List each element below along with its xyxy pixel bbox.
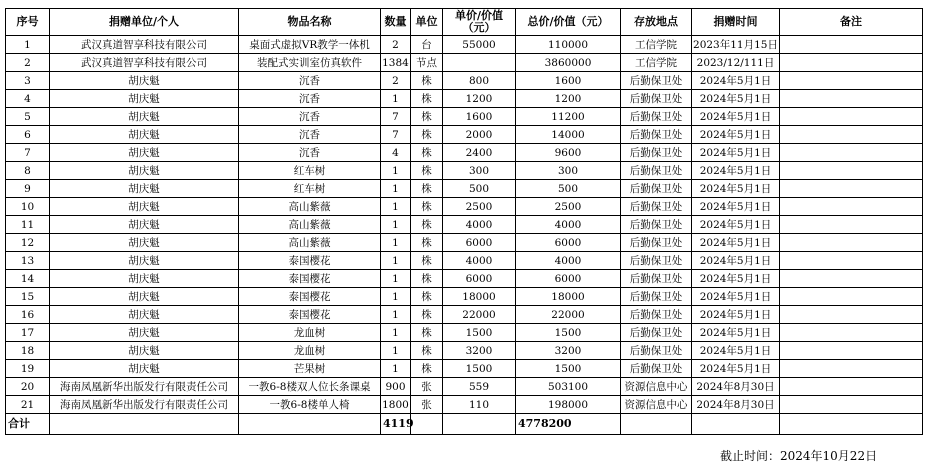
- cell-remark: [780, 378, 923, 396]
- table-row: [6, 270, 923, 288]
- cell-total: 11200: [516, 108, 621, 126]
- cell-location: 后勤保卫处: [621, 342, 692, 360]
- table-row: [6, 108, 923, 126]
- cell-qty: 7: [381, 126, 411, 144]
- cell-date: 2024年8月30日: [692, 378, 780, 396]
- header-no: 序号: [6, 9, 50, 36]
- table-row: [6, 216, 923, 234]
- cell-donor: 武汉真道智享科技有限公司: [50, 36, 239, 54]
- cell-no: 2: [6, 54, 50, 72]
- cell-unit: 株: [411, 144, 443, 162]
- cell-total: 110000: [516, 36, 621, 54]
- cell-unit: 株: [411, 252, 443, 270]
- header-date: 捐赠时间: [692, 9, 780, 36]
- table-row: [6, 144, 923, 162]
- cell-unit-price: 2400: [443, 144, 516, 162]
- cell-donor: 胡庆魁: [50, 360, 239, 378]
- cell-no: 1: [6, 36, 50, 54]
- total-empty-cell: [50, 414, 239, 435]
- cell-qty: 7: [381, 108, 411, 126]
- cell-date: 2024年5月1日: [692, 324, 780, 342]
- table-row: [6, 198, 923, 216]
- cell-remark: [780, 324, 923, 342]
- cell-donor: 胡庆魁: [50, 216, 239, 234]
- cell-unit-price: 6000: [443, 234, 516, 252]
- cell-remark: [780, 396, 923, 414]
- cell-qty: 1: [381, 306, 411, 324]
- cell-date: 2024年5月1日: [692, 288, 780, 306]
- cell-no: 9: [6, 180, 50, 198]
- cell-date: 2024年5月1日: [692, 162, 780, 180]
- cell-item: 沉香: [239, 108, 381, 126]
- cell-item: 桌面式虚拟VR教学一体机: [239, 36, 381, 54]
- cell-remark: [780, 252, 923, 270]
- cell-unit: 株: [411, 324, 443, 342]
- header-remark: 备注: [780, 9, 923, 36]
- cell-unit-price: 55000: [443, 36, 516, 54]
- cell-total: 4000: [516, 216, 621, 234]
- table-row: [6, 252, 923, 270]
- header-unit: 单位: [411, 9, 443, 36]
- cell-remark: [780, 72, 923, 90]
- cell-qty: 1: [381, 198, 411, 216]
- table-row: [6, 288, 923, 306]
- cell-unit-price: 3200: [443, 342, 516, 360]
- cell-donor: 胡庆魁: [50, 126, 239, 144]
- cell-location: 后勤保卫处: [621, 126, 692, 144]
- cell-no: 8: [6, 162, 50, 180]
- cell-unit-price: 2000: [443, 126, 516, 144]
- cell-date: 2024年5月1日: [692, 180, 780, 198]
- cell-no: 7: [6, 144, 50, 162]
- header-location: 存放地点: [621, 9, 692, 36]
- cell-date: 2024年8月30日: [692, 396, 780, 414]
- cell-location: 资源信息中心: [621, 396, 692, 414]
- cell-unit-price: 800: [443, 72, 516, 90]
- total-empty-cell: [411, 414, 443, 435]
- cell-unit: 株: [411, 306, 443, 324]
- cell-donor: 武汉真道智享科技有限公司: [50, 54, 239, 72]
- cell-item: 高山紫薇: [239, 216, 381, 234]
- cell-date: 2023年11月15日: [692, 36, 780, 54]
- cell-location: 工信学院: [621, 36, 692, 54]
- cell-unit: 台: [411, 36, 443, 54]
- cell-donor: 海南凤凰新华出版发行有限责任公司: [50, 396, 239, 414]
- cell-total: 1500: [516, 360, 621, 378]
- cell-item: 高山紫薇: [239, 234, 381, 252]
- cell-item: 沉香: [239, 144, 381, 162]
- cell-item: 龙血树: [239, 324, 381, 342]
- cell-no: 11: [6, 216, 50, 234]
- cell-unit: 株: [411, 90, 443, 108]
- cell-donor: 胡庆魁: [50, 252, 239, 270]
- cell-item: 沉香: [239, 90, 381, 108]
- table-row: [6, 126, 923, 144]
- cell-unit: 株: [411, 270, 443, 288]
- cell-total: 3200: [516, 342, 621, 360]
- cell-remark: [780, 144, 923, 162]
- cell-qty: 1: [381, 360, 411, 378]
- cell-no: 4: [6, 90, 50, 108]
- cell-unit: 张: [411, 396, 443, 414]
- cell-qty: 2: [381, 72, 411, 90]
- cell-date: 2024年5月1日: [692, 72, 780, 90]
- cell-unit: 株: [411, 180, 443, 198]
- cell-date: 2023/12/111日: [692, 54, 780, 72]
- cell-location: 后勤保卫处: [621, 234, 692, 252]
- cell-donor: 胡庆魁: [50, 342, 239, 360]
- table-row: [6, 306, 923, 324]
- header-row: [6, 9, 923, 36]
- cell-qty: 2: [381, 36, 411, 54]
- cell-location: 后勤保卫处: [621, 270, 692, 288]
- cell-no: 21: [6, 396, 50, 414]
- cell-item: 一教6-8楼单人椅: [239, 396, 381, 414]
- cell-no: 13: [6, 252, 50, 270]
- cell-unit-price: 6000: [443, 270, 516, 288]
- cell-donor: 胡庆魁: [50, 72, 239, 90]
- cell-qty: 1: [381, 180, 411, 198]
- cell-location: 资源信息中心: [621, 378, 692, 396]
- cell-item: 一教6-8楼双人位长条课桌: [239, 378, 381, 396]
- cell-item: 泰国樱花: [239, 306, 381, 324]
- cell-location: 后勤保卫处: [621, 306, 692, 324]
- cell-qty: 1: [381, 234, 411, 252]
- cell-location: 后勤保卫处: [621, 252, 692, 270]
- cell-total: 300: [516, 162, 621, 180]
- cell-unit-price: 18000: [443, 288, 516, 306]
- cell-item: 芒果树: [239, 360, 381, 378]
- cell-location: 后勤保卫处: [621, 90, 692, 108]
- cell-qty: 1: [381, 216, 411, 234]
- cell-remark: [780, 234, 923, 252]
- cell-qty: 1: [381, 342, 411, 360]
- cell-unit-price: 110: [443, 396, 516, 414]
- cell-qty: 1: [381, 90, 411, 108]
- cell-no: 19: [6, 360, 50, 378]
- cell-remark: [780, 360, 923, 378]
- cell-unit: 株: [411, 360, 443, 378]
- cell-unit-price: [443, 54, 516, 72]
- cell-date: 2024年5月1日: [692, 198, 780, 216]
- cutoff-date: 截止时间：2024年10月22日: [720, 449, 878, 463]
- cell-location: 后勤保卫处: [621, 198, 692, 216]
- cell-unit-price: 300: [443, 162, 516, 180]
- cell-unit: 张: [411, 378, 443, 396]
- cell-qty: 1384: [381, 54, 411, 72]
- cell-unit-price: 4000: [443, 252, 516, 270]
- cell-date: 2024年5月1日: [692, 234, 780, 252]
- table-row: [6, 234, 923, 252]
- cell-qty: 1: [381, 162, 411, 180]
- cell-date: 2024年5月1日: [692, 252, 780, 270]
- cell-location: 后勤保卫处: [621, 324, 692, 342]
- cell-date: 2024年5月1日: [692, 108, 780, 126]
- cell-item: 红车树: [239, 162, 381, 180]
- header-donor: 捐赠单位/个人: [50, 9, 239, 36]
- cell-remark: [780, 342, 923, 360]
- cell-total: 503100: [516, 378, 621, 396]
- cell-unit-price: 559: [443, 378, 516, 396]
- cell-location: 后勤保卫处: [621, 288, 692, 306]
- cell-donor: 胡庆魁: [50, 144, 239, 162]
- cell-donor: 胡庆魁: [50, 162, 239, 180]
- cell-location: 后勤保卫处: [621, 180, 692, 198]
- total-qty: 4119: [381, 414, 411, 435]
- cell-remark: [780, 180, 923, 198]
- cell-no: 20: [6, 378, 50, 396]
- cell-unit: 株: [411, 162, 443, 180]
- cell-location: 后勤保卫处: [621, 216, 692, 234]
- total-empty-cell: [443, 414, 516, 435]
- cell-item: 沉香: [239, 72, 381, 90]
- cell-unit-price: 1500: [443, 324, 516, 342]
- cell-donor: 胡庆魁: [50, 234, 239, 252]
- cell-remark: [780, 162, 923, 180]
- table-row: [6, 54, 923, 72]
- cell-item: 沉香: [239, 126, 381, 144]
- cell-qty: 1800: [381, 396, 411, 414]
- table-row: [6, 36, 923, 54]
- cell-unit-price: 1600: [443, 108, 516, 126]
- cell-no: 5: [6, 108, 50, 126]
- cell-date: 2024年5月1日: [692, 216, 780, 234]
- cell-remark: [780, 126, 923, 144]
- cell-qty: 1: [381, 288, 411, 306]
- cell-item: 泰国樱花: [239, 288, 381, 306]
- total-label: 合计: [6, 414, 50, 435]
- cell-no: 15: [6, 288, 50, 306]
- cell-item: 红车树: [239, 180, 381, 198]
- cell-donor: 海南凤凰新华出版发行有限责任公司: [50, 378, 239, 396]
- cell-total: 4000: [516, 252, 621, 270]
- cell-total: 2500: [516, 198, 621, 216]
- cell-no: 16: [6, 306, 50, 324]
- cell-qty: 1: [381, 324, 411, 342]
- cell-remark: [780, 216, 923, 234]
- cell-total: 14000: [516, 126, 621, 144]
- cell-item: 装配式实训室仿真软件: [239, 54, 381, 72]
- cell-location: 后勤保卫处: [621, 162, 692, 180]
- cell-total: 18000: [516, 288, 621, 306]
- total-empty-cell: [780, 414, 923, 435]
- table-row: [6, 396, 923, 414]
- cell-donor: 胡庆魁: [50, 198, 239, 216]
- header-qty: 数量: [381, 9, 411, 36]
- cell-item: 高山紫薇: [239, 198, 381, 216]
- cell-unit: 株: [411, 342, 443, 360]
- cell-donor: 胡庆魁: [50, 108, 239, 126]
- cell-date: 2024年5月1日: [692, 306, 780, 324]
- cell-no: 10: [6, 198, 50, 216]
- cell-qty: 1: [381, 270, 411, 288]
- cell-total: 1200: [516, 90, 621, 108]
- table-row: [6, 324, 923, 342]
- cell-total: 1500: [516, 324, 621, 342]
- table-row: [6, 72, 923, 90]
- table-row: [6, 90, 923, 108]
- header-item: 物品名称: [239, 9, 381, 36]
- cell-no: 12: [6, 234, 50, 252]
- cell-total: 3860000: [516, 54, 621, 72]
- cell-total: 22000: [516, 306, 621, 324]
- cell-item: 龙血树: [239, 342, 381, 360]
- cell-date: 2024年5月1日: [692, 270, 780, 288]
- cell-remark: [780, 198, 923, 216]
- cell-donor: 胡庆魁: [50, 288, 239, 306]
- header-total: 总价/价值（元）: [516, 9, 621, 36]
- cell-remark: [780, 54, 923, 72]
- donation-table: [5, 8, 923, 435]
- cell-total: 6000: [516, 270, 621, 288]
- total-empty-cell: [692, 414, 780, 435]
- cell-no: 6: [6, 126, 50, 144]
- cell-unit: 株: [411, 216, 443, 234]
- cell-remark: [780, 288, 923, 306]
- cell-no: 18: [6, 342, 50, 360]
- cell-total: 6000: [516, 234, 621, 252]
- cell-qty: 1: [381, 252, 411, 270]
- cell-total: 9600: [516, 144, 621, 162]
- cell-date: 2024年5月1日: [692, 342, 780, 360]
- cell-location: 工信学院: [621, 54, 692, 72]
- cell-unit: 株: [411, 72, 443, 90]
- cell-unit: 株: [411, 126, 443, 144]
- cell-date: 2024年5月1日: [692, 126, 780, 144]
- cell-donor: 胡庆魁: [50, 306, 239, 324]
- cell-item: 泰国樱花: [239, 252, 381, 270]
- cell-remark: [780, 36, 923, 54]
- cell-unit-price: 500: [443, 180, 516, 198]
- cell-remark: [780, 270, 923, 288]
- header-unit-price: 单价/价值（元）: [443, 9, 516, 36]
- cell-unit-price: 1200: [443, 90, 516, 108]
- cell-no: 17: [6, 324, 50, 342]
- total-empty-cell: [239, 414, 381, 435]
- cell-location: 后勤保卫处: [621, 144, 692, 162]
- cell-date: 2024年5月1日: [692, 90, 780, 108]
- table-row: [6, 360, 923, 378]
- cell-date: 2024年5月1日: [692, 360, 780, 378]
- cell-total: 198000: [516, 396, 621, 414]
- table-body: [6, 36, 923, 414]
- cell-unit: 株: [411, 234, 443, 252]
- cell-no: 3: [6, 72, 50, 90]
- table-row: [6, 378, 923, 396]
- total-empty-cell: [621, 414, 692, 435]
- cell-remark: [780, 306, 923, 324]
- cell-unit-price: 2500: [443, 198, 516, 216]
- cell-qty: 900: [381, 378, 411, 396]
- cell-unit-price: 1500: [443, 360, 516, 378]
- cell-unit-price: 22000: [443, 306, 516, 324]
- cell-donor: 胡庆魁: [50, 180, 239, 198]
- cell-location: 后勤保卫处: [621, 108, 692, 126]
- cell-total: 1600: [516, 72, 621, 90]
- cell-remark: [780, 90, 923, 108]
- cell-location: 后勤保卫处: [621, 72, 692, 90]
- table-row: [6, 162, 923, 180]
- cell-no: 14: [6, 270, 50, 288]
- cell-unit: 株: [411, 198, 443, 216]
- cell-location: 后勤保卫处: [621, 360, 692, 378]
- total-row: [6, 414, 923, 435]
- cell-unit: 株: [411, 108, 443, 126]
- cell-date: 2024年5月1日: [692, 144, 780, 162]
- total-amount: 4778200: [516, 414, 621, 435]
- cell-donor: 胡庆魁: [50, 324, 239, 342]
- cell-total: 500: [516, 180, 621, 198]
- cell-unit-price: 4000: [443, 216, 516, 234]
- cell-qty: 4: [381, 144, 411, 162]
- cell-donor: 胡庆魁: [50, 270, 239, 288]
- table-row: [6, 342, 923, 360]
- cell-remark: [780, 108, 923, 126]
- cell-unit: 株: [411, 288, 443, 306]
- cell-unit: 节点: [411, 54, 443, 72]
- cell-item: 泰国樱花: [239, 270, 381, 288]
- cell-donor: 胡庆魁: [50, 90, 239, 108]
- table-row: [6, 180, 923, 198]
